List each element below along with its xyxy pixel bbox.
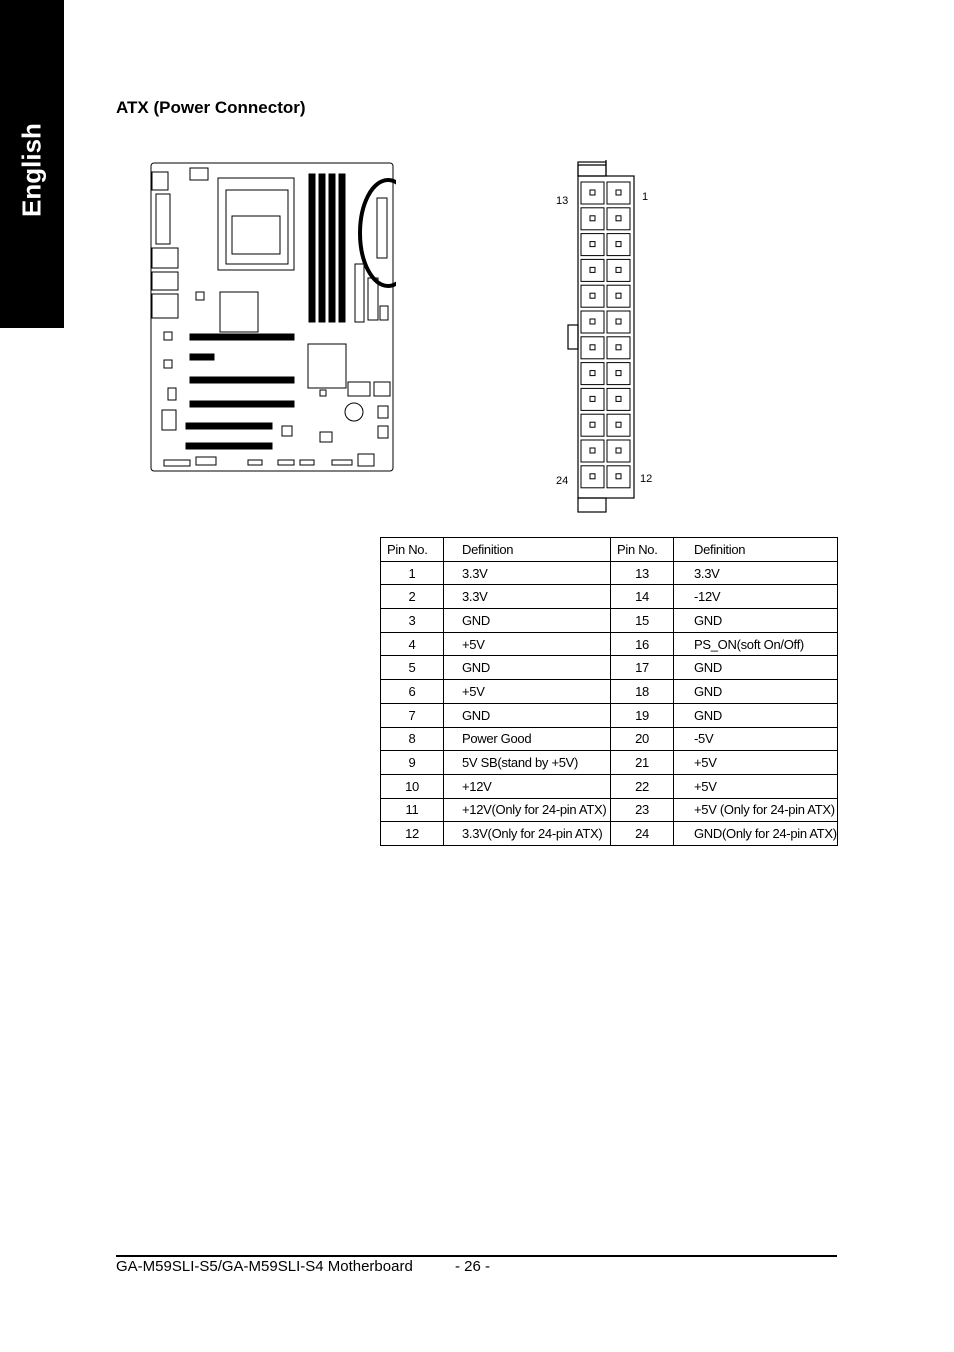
pin-definition: 3.3V — [444, 585, 611, 609]
connector-pin — [607, 182, 630, 204]
table-row — [381, 609, 838, 633]
pin-definition: +12V(Only for 24-pin ATX) — [444, 798, 611, 822]
connector-pin-contact — [616, 474, 621, 479]
pin-number: 15 — [611, 609, 674, 633]
connector-pin — [581, 311, 604, 333]
pin-definition: -5V — [674, 727, 838, 751]
pin-definition: Power Good — [444, 727, 611, 751]
pin-number: 11 — [381, 798, 444, 822]
table-row — [381, 656, 838, 680]
connector-pin — [581, 234, 604, 256]
pin-number: 4 — [381, 632, 444, 656]
connector-pin — [581, 182, 604, 204]
connector-pin — [581, 414, 604, 436]
connector-pin-contact — [590, 190, 595, 195]
pin-number: 7 — [381, 703, 444, 727]
pin-definition: +5V — [444, 680, 611, 704]
pin-number: 17 — [611, 656, 674, 680]
pin-number: 5 — [381, 656, 444, 680]
connector-pin-contact — [616, 422, 621, 427]
table-row — [381, 703, 838, 727]
pin-definition: +5V — [674, 774, 838, 798]
pin-definition: 3.3V — [674, 561, 838, 585]
table-row — [381, 680, 838, 704]
connector-pin-contact — [590, 448, 595, 453]
table-row — [381, 822, 838, 846]
connector-pin-grid — [581, 182, 630, 488]
pin-number: 1 — [381, 561, 444, 585]
pin-label-12: 12 — [640, 473, 653, 485]
connector-pin-contact — [590, 293, 595, 298]
connector-pin — [581, 466, 604, 488]
connector-pin — [607, 259, 630, 281]
pin-number: 9 — [381, 751, 444, 775]
connector-pin-contact — [590, 216, 595, 221]
pin-definition: 5V SB(stand by +5V) — [444, 751, 611, 775]
pin-number: 23 — [611, 798, 674, 822]
pin-definition: GND — [674, 703, 838, 727]
pin-number: 8 — [381, 727, 444, 751]
connector-pin — [581, 337, 604, 359]
connector-pin-contact — [590, 371, 595, 376]
footer-divider — [116, 1255, 837, 1257]
pin-number: 12 — [381, 822, 444, 846]
connector-pin — [581, 208, 604, 230]
connector-pin — [607, 440, 630, 462]
connector-pin-contact — [590, 474, 595, 479]
connector-pin — [607, 466, 630, 488]
language-label: English — [16, 123, 47, 217]
pin-definition-table — [380, 537, 838, 846]
pin-definition: GND — [444, 703, 611, 727]
connector-pin-contact — [616, 242, 621, 247]
connector-pin-contact — [616, 293, 621, 298]
pin-definition: +5V — [444, 632, 611, 656]
connector-pin — [581, 440, 604, 462]
pin-number: 20 — [611, 727, 674, 751]
section-title: ATX (Power Connector) — [116, 98, 306, 117]
pin-number: 6 — [381, 680, 444, 704]
connector-pin-contact — [590, 267, 595, 272]
pin-number: 18 — [611, 680, 674, 704]
pin-number: 2 — [381, 585, 444, 609]
header-pin-no-left: Pin No. — [381, 538, 444, 562]
motherboard-diagram — [148, 160, 396, 476]
connector-pin — [607, 363, 630, 385]
connector-pin-contact — [590, 345, 595, 350]
table-row — [381, 561, 838, 585]
atx-highlight-circle — [360, 180, 396, 286]
footer-model: GA-M59SLI-S5/GA-M59SLI-S4 Motherboard — [116, 1258, 413, 1275]
pin-definition: GND — [444, 609, 611, 633]
pin-number: 24 — [611, 822, 674, 846]
pin-definition: +5V (Only for 24-pin ATX) — [674, 798, 838, 822]
pin-number: 16 — [611, 632, 674, 656]
pin-number: 19 — [611, 703, 674, 727]
pin-label-13: 13 — [556, 195, 569, 207]
pin-number: 14 — [611, 585, 674, 609]
pin-definition: 3.3V — [444, 561, 611, 585]
connector-pin — [607, 285, 630, 307]
pin-number: 10 — [381, 774, 444, 798]
pin-definition: PS_ON(soft On/Off) — [674, 632, 838, 656]
connector-pin-contact — [590, 319, 595, 324]
pin-label-1: 1 — [642, 191, 649, 203]
language-side-tab — [0, 0, 64, 328]
header-definition-right: Definition — [674, 538, 838, 562]
connector-pin — [607, 208, 630, 230]
connector-pin-contact — [616, 190, 621, 195]
pin-number: 3 — [381, 609, 444, 633]
connector-pin — [581, 285, 604, 307]
connector-pin-contact — [616, 371, 621, 376]
pin-definition: GND — [674, 656, 838, 680]
connector-pin-contact — [616, 448, 621, 453]
table-row — [381, 751, 838, 775]
connector-pin-contact — [616, 396, 621, 401]
connector-pin-contact — [616, 345, 621, 350]
pin-number: 13 — [611, 561, 674, 585]
pin-definition: -12V — [674, 585, 838, 609]
table-row — [381, 585, 838, 609]
pin-number: 22 — [611, 774, 674, 798]
connector-pin — [581, 259, 604, 281]
connector-pin — [607, 337, 630, 359]
connector-pin-contact — [616, 216, 621, 221]
table-row — [381, 632, 838, 656]
connector-pin — [581, 388, 604, 410]
atx-connector-diagram — [550, 160, 660, 516]
connector-pin — [607, 414, 630, 436]
header-pin-no-right: Pin No. — [611, 538, 674, 562]
table-header-row — [381, 538, 838, 562]
connector-pin-contact — [616, 267, 621, 272]
pin-definition: GND(Only for 24-pin ATX) — [674, 822, 838, 846]
pin-definition: +12V — [444, 774, 611, 798]
pin-definition: GND — [444, 656, 611, 680]
connector-pin-contact — [590, 242, 595, 247]
pin-label-24: 24 — [556, 475, 569, 487]
header-definition-left: Definition — [444, 538, 611, 562]
connector-pin — [607, 388, 630, 410]
pin-definition: GND — [674, 680, 838, 704]
table-row — [381, 774, 838, 798]
connector-pin-contact — [590, 422, 595, 427]
pin-definition: +5V — [674, 751, 838, 775]
connector-pin — [607, 311, 630, 333]
pin-number: 21 — [611, 751, 674, 775]
pin-definition: GND — [674, 609, 838, 633]
table-row — [381, 798, 838, 822]
connector-pin-contact — [590, 396, 595, 401]
connector-pin — [607, 234, 630, 256]
table-row — [381, 727, 838, 751]
footer-page-number: - 26 - — [455, 1258, 491, 1275]
connector-pin — [581, 363, 604, 385]
connector-pin-contact — [616, 319, 621, 324]
pin-definition: 3.3V(Only for 24-pin ATX) — [444, 822, 611, 846]
